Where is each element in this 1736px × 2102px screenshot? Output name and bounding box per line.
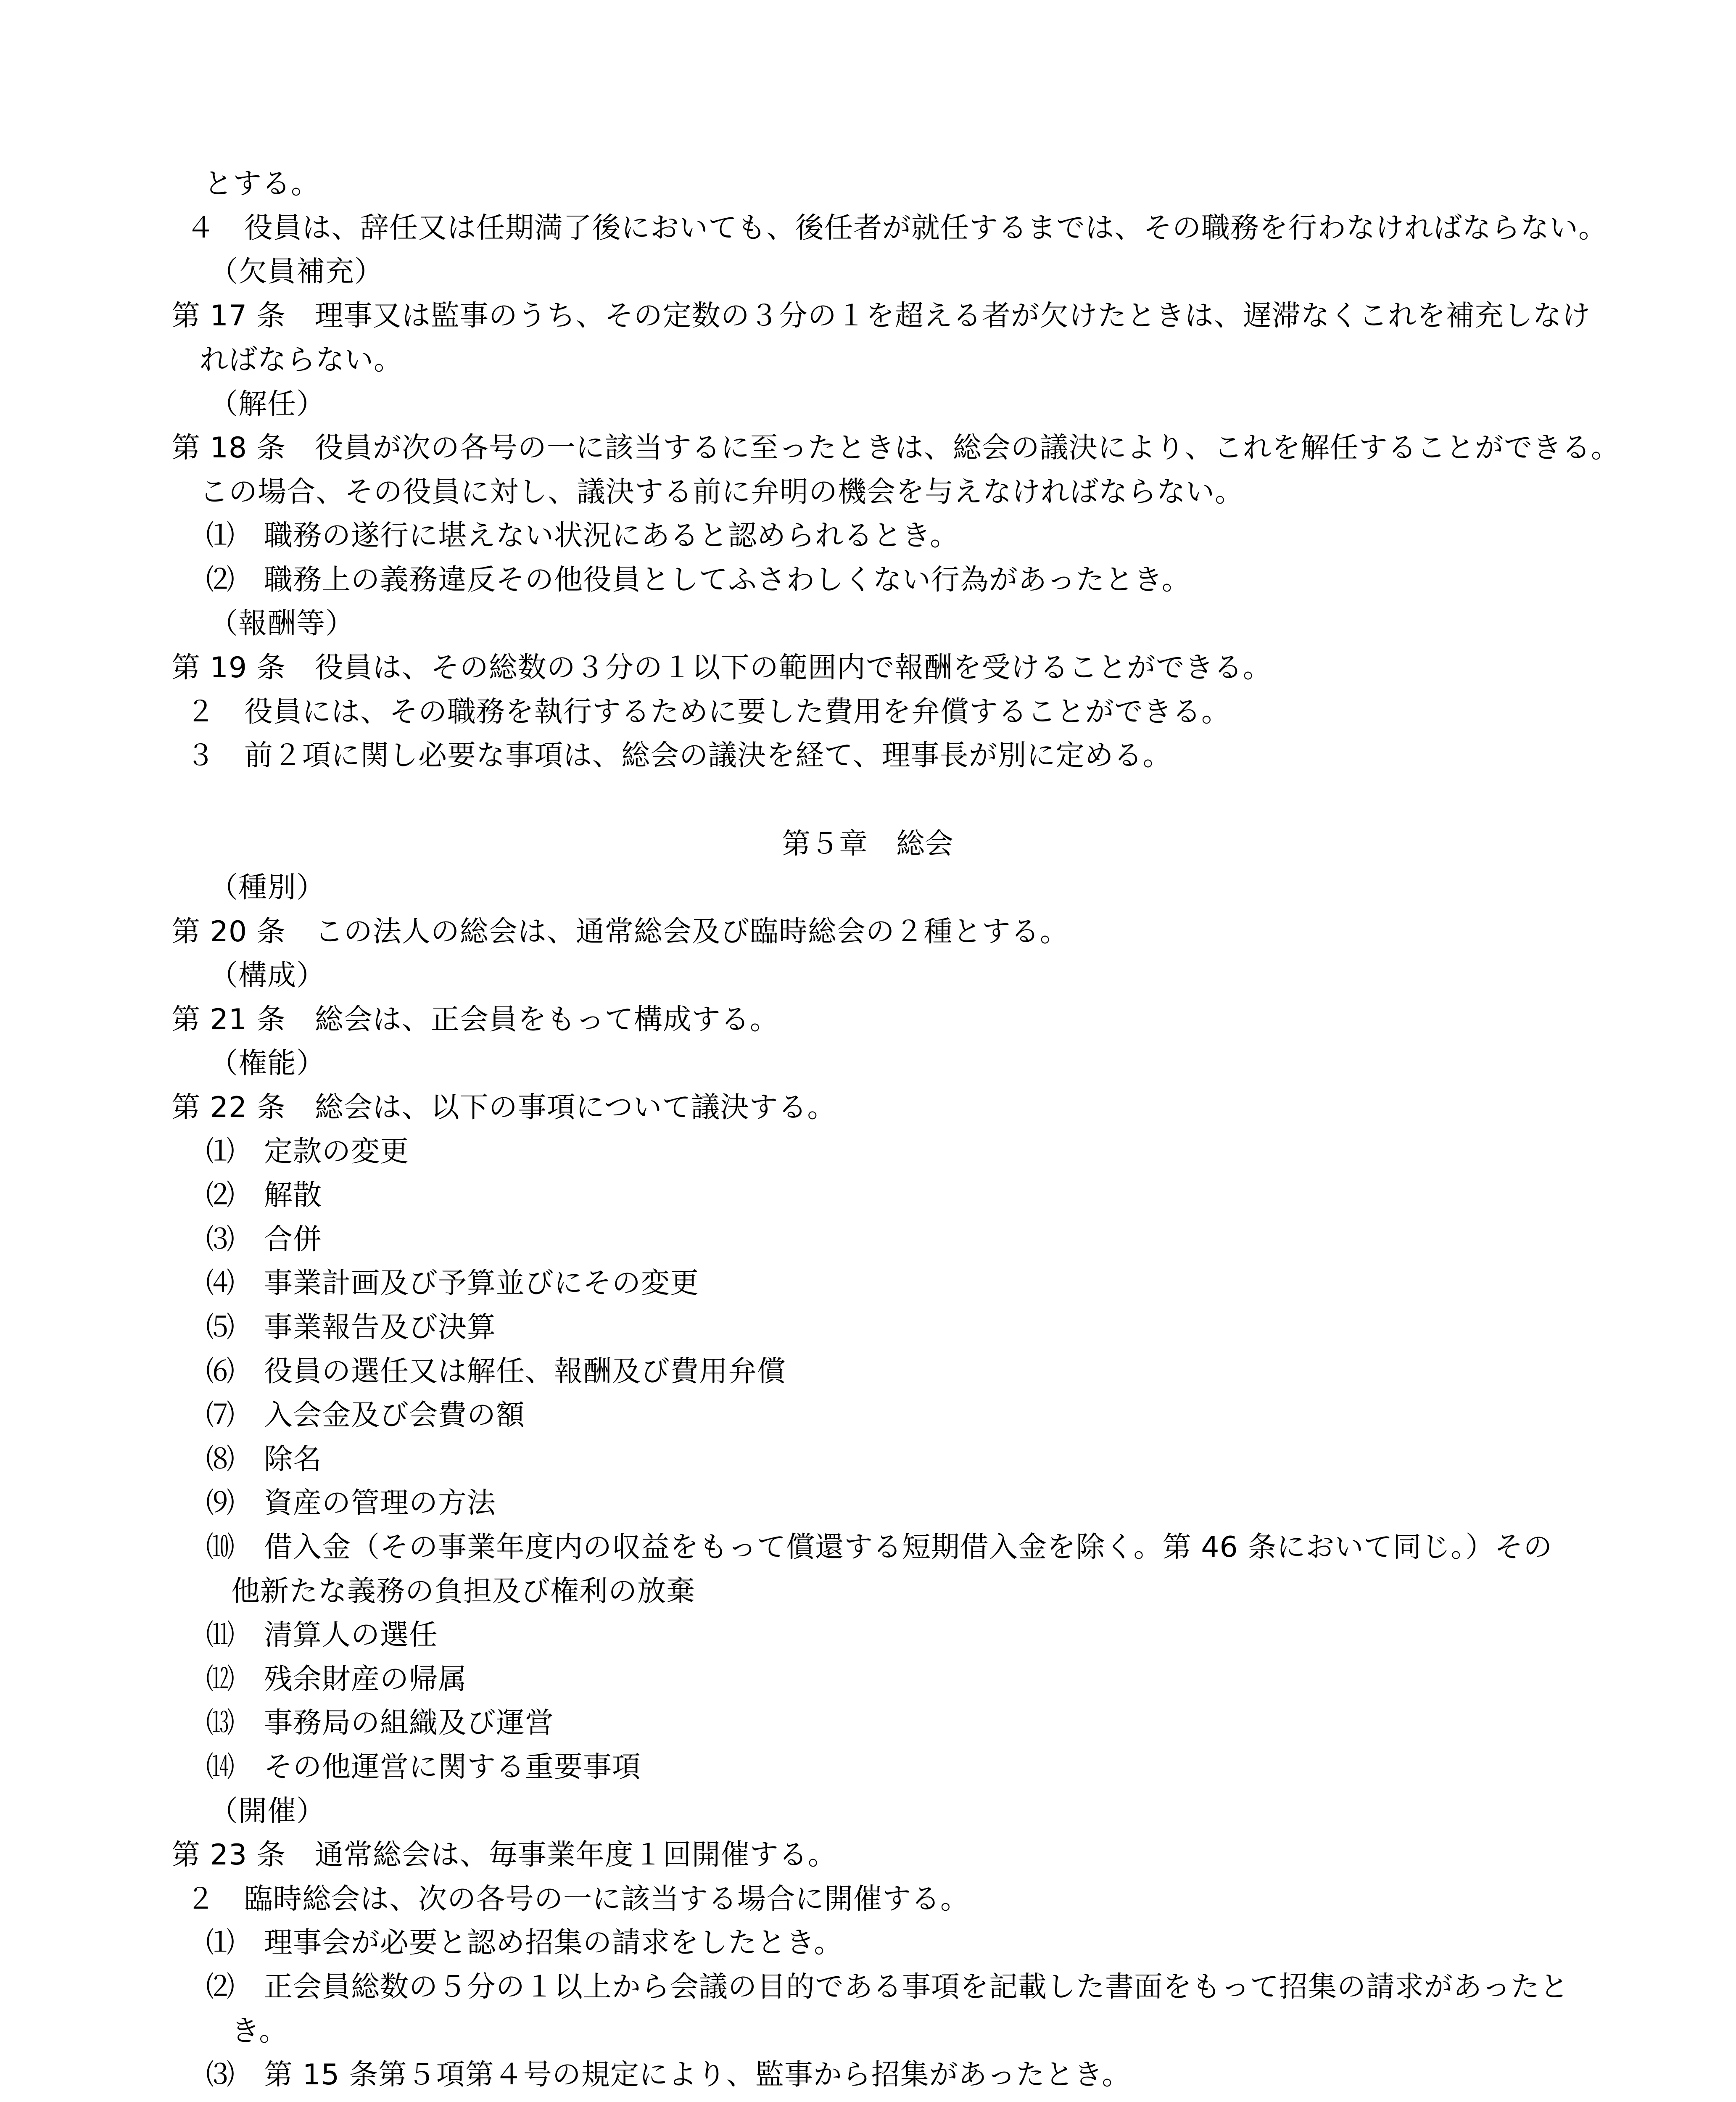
text-line: ⑵ 職務上の義務違反その他役員としてふさわしくない行為があったとき。 [206,563,1191,597]
text-line: とする。 [204,167,320,201]
text-line: ⑻ 除名 [206,1443,322,1476]
text-line: ればならない。 [200,343,403,377]
text-line: ⒁ その他運営に関する重要事項 [206,1751,641,1784]
text-line: ⑷ 事業計画及び予算並びにその変更 [206,1267,699,1300]
text-line: （解任） [209,388,326,421]
text-line: ⑶ 第 15 条第５項第４号の規定により、監事から招集があったとき。 [206,2058,1131,2091]
text-line: 他新たな義務の負担及び権利の放棄 [231,1575,696,1608]
text-line: ⑸ 事業報告及び決算 [206,1311,496,1344]
text-line: ⒀ 事務局の組織及び運営 [206,1706,554,1740]
text-line: この場合、その役員に対し、議決する前に弁明の機会を与えなければならない。 [200,475,1244,509]
text-line: ４ 役員は、辞任又は任期満了後においても、後任者が就任するまでは、その職務を行わなければならない。 [186,211,1608,245]
text-line: き。 [231,2015,288,2048]
text-line: ⑶ 合併 [206,1223,322,1256]
text-line: ２ 臨時総会は、次の各号の一に該当する場合に開催する。 [186,1883,970,1916]
text-line: ⑿ 残余財産の帰属 [206,1663,467,1696]
text-line: 第 23 条 通常総会は、毎事業年度１回開催する。 [171,1838,837,1872]
text-line: ⑽ 借入金（その事業年度内の収益をもって償還する短期借入金を除く。第 46 条において同じ。）その [206,1531,1553,1564]
text-line: 第 19 条 役員は、その総数の３分の１以下の範囲内で報酬を受けることができる。 [171,651,1272,684]
text-line: 第 18 条 役員が次の各号の一に該当するに至ったときは、総会の議決により、これを解任することができる。 [171,431,1620,465]
text-line: ⑺ 入会金及び会費の額 [206,1399,525,1432]
text-line: （構成） [209,959,326,992]
text-line: ⑵ 解散 [206,1179,322,1212]
text-line: ３ 前２項に関し必要な事項は、総会の議決を経て、理事長が別に定める。 [186,739,1172,772]
text-line: ⑹ 役員の選任又は解任、報酬及び費用弁償 [206,1355,786,1388]
text-line: （権能） [209,1047,326,1080]
chapter-title: 第５章 総会 [782,827,954,861]
text-line: ⑴ 定款の変更 [206,1135,409,1168]
text-line: 第 17 条 理事又は監事のうち、その定数の３分の１を超える者が欠けたときは、遅滞なくこれを補充しなけ [171,299,1591,333]
text-line: ⑴ 職務の遂行に堪えない状況にあると認められるとき。 [206,519,959,552]
text-line: 第 22 条 総会は、以下の事項について議決する。 [171,1091,836,1124]
text-line: （報酬等） [209,607,355,640]
text-line: （種別） [209,871,326,904]
text-line: （欠員補充） [209,255,384,288]
text-line: 第 21 条 総会は、正会員をもって構成する。 [171,1003,779,1036]
text-line: ⑼ 資産の管理の方法 [206,1487,496,1520]
text-line: ２ 役員には、その職務を執行するために要した費用を弁償することができる。 [186,695,1231,729]
text-line: ⑾ 清算人の選任 [206,1619,438,1652]
text-line: 第 20 条 この法人の総会は、通常総会及び臨時総会の２種とする。 [171,915,1069,948]
text-line: ⑴ 理事会が必要と認め招集の請求をしたとき。 [206,1926,843,1959]
text-line: ⑵ 正会員総数の５分の１以上から会議の目的である事項を記載した書面をもって招集の請求があったと [206,1970,1569,2004]
text-line: （開催） [209,1795,326,1828]
